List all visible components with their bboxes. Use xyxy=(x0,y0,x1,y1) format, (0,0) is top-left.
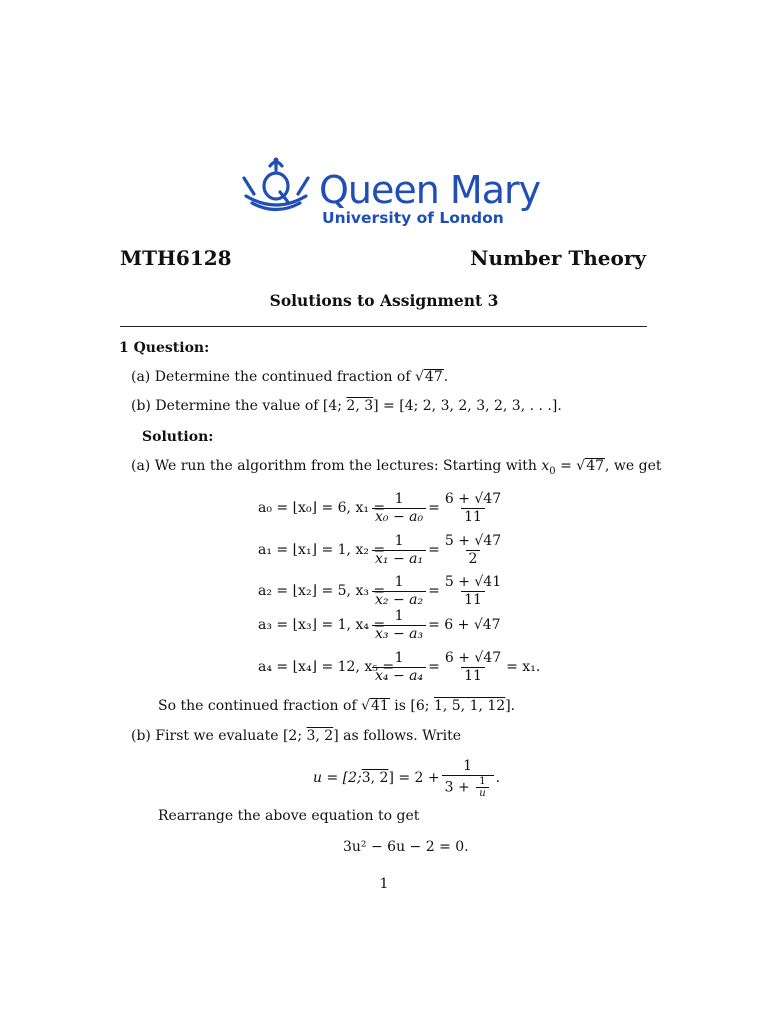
question-part-a xyxy=(131,368,448,386)
fraction xyxy=(372,608,426,643)
solution-a-conclusion xyxy=(158,697,515,715)
subscript: 0 xyxy=(549,465,556,477)
equals: = xyxy=(555,458,577,474)
equation-lhs: a₁ = ⌊x₁⌋ = 1, x₂ = xyxy=(258,542,386,558)
university-logo xyxy=(240,156,540,232)
intro-text: First we evaluate [2; xyxy=(155,728,307,744)
part-label: (b) xyxy=(131,398,151,414)
numerator: 5 + √41 xyxy=(444,573,502,590)
course-name: Number Theory xyxy=(470,246,646,270)
quadratic-equation: 3u² − 6u − 2 = 0. xyxy=(343,839,469,855)
fraction xyxy=(442,491,504,526)
punctuation: . xyxy=(443,369,449,385)
fraction xyxy=(442,533,504,568)
fraction xyxy=(372,491,426,526)
punctuation: . xyxy=(495,770,501,786)
question-b-text-end: ] = [4; 2, 3, 2, 3, 2, 3, . . .]. xyxy=(373,398,562,414)
radicand: 41 xyxy=(371,698,389,714)
rearrange-text: Rearrange the above equation to get xyxy=(158,808,420,824)
denominator-text: 3 + xyxy=(444,779,475,795)
equation-lhs: a₃ = ⌊x₃⌋ = 1, x₄ = xyxy=(258,617,386,633)
equation-u xyxy=(313,756,500,800)
equals: = xyxy=(428,659,440,675)
periodic-part: 3, 2 xyxy=(361,770,389,786)
fraction xyxy=(442,574,504,609)
sqrt-symbol: √ xyxy=(414,369,424,385)
sqrt-symbol: √ xyxy=(576,458,586,474)
question-b-text: Determine the value of [4; xyxy=(155,398,347,414)
denominator: u xyxy=(476,787,488,799)
equation-row xyxy=(258,530,506,570)
numerator: 6 + √47 xyxy=(444,649,502,666)
part-label: (a) xyxy=(131,458,151,474)
logo-subtitle: University of London xyxy=(322,209,504,227)
radicand: 47 xyxy=(586,458,605,474)
solution-part-b-intro xyxy=(131,727,461,745)
denominator: x₁ − a₁ xyxy=(372,550,426,568)
denominator: x₃ − a₃ xyxy=(372,625,426,643)
equation-row xyxy=(258,647,540,687)
denominator: 2 xyxy=(466,550,481,568)
nested-fraction xyxy=(476,776,488,799)
fraction xyxy=(372,574,426,609)
variable-x: x xyxy=(541,458,550,474)
fraction xyxy=(372,533,426,568)
question-heading: 1 Question: xyxy=(119,340,210,356)
logo-wordmark: Queen Mary xyxy=(319,168,541,212)
denominator: x₂ − a₂ xyxy=(372,591,426,609)
question-part-b xyxy=(131,397,562,415)
fraction xyxy=(442,650,504,685)
conclusion-text-mid: is [6; xyxy=(389,698,434,714)
conclusion-text: So the continued fraction of xyxy=(158,698,362,714)
fraction xyxy=(372,650,426,685)
sqrt-symbol: √ xyxy=(361,698,371,714)
radicand: 47 xyxy=(424,369,443,385)
denominator: 11 xyxy=(461,508,485,526)
equation-row xyxy=(258,488,506,528)
solution-part-a-intro xyxy=(131,457,662,475)
equals: = xyxy=(428,583,440,599)
equation-tail: = 6 + √47 xyxy=(428,617,501,633)
part-label: (a) xyxy=(131,369,151,385)
title-divider xyxy=(120,326,647,327)
equals: = xyxy=(428,542,440,558)
numerator: 6 + √47 xyxy=(444,490,502,507)
equation-lhs: u = [2; xyxy=(313,770,362,786)
numerator: 1 xyxy=(479,775,486,787)
numerator: 1 xyxy=(394,490,404,507)
periodic-part: 2, 3 xyxy=(346,398,374,414)
periodic-part: 3, 2 xyxy=(306,728,334,744)
course-code: MTH6128 xyxy=(120,246,232,270)
conclusion-text-end: ]. xyxy=(505,698,516,714)
intro-text: We run the algorithm from the lectures: Starting with xyxy=(154,458,542,474)
equation-tail: = x₁. xyxy=(506,659,541,675)
intro-text-end: ] as follows. Write xyxy=(333,728,462,744)
denominator: 11 xyxy=(461,591,485,609)
numerator: 1 xyxy=(394,607,404,624)
intro-text-end: , we get xyxy=(605,458,662,474)
numerator: 1 xyxy=(394,573,404,590)
equation-row xyxy=(258,605,501,645)
part-label: (b) xyxy=(131,728,151,744)
denominator xyxy=(442,775,494,799)
numerator: 5 + √47 xyxy=(444,532,502,549)
equation-lhs: a₄ = ⌊x₄⌋ = 12, x₅ = xyxy=(258,659,395,675)
denominator: x₄ − a₄ xyxy=(372,667,426,685)
page-number: 1 xyxy=(379,876,389,892)
numerator: 1 xyxy=(394,532,404,549)
equation-mid: ] = 2 + xyxy=(388,770,440,786)
document-title: Solutions to Assignment 3 xyxy=(269,291,499,310)
question-a-text: Determine the continued fraction of xyxy=(154,369,415,385)
crown-crest-icon xyxy=(240,156,312,214)
equation-lhs: a₀ = ⌊x₀⌋ = 6, x₁ = xyxy=(258,500,386,516)
solution-heading: Solution: xyxy=(142,429,214,445)
denominator: x₀ − a₀ xyxy=(372,508,426,526)
equals: = xyxy=(428,500,440,516)
numerator: 1 xyxy=(463,757,473,774)
denominator: 11 xyxy=(461,667,485,685)
fraction xyxy=(442,758,494,799)
periodic-part: 1, 5, 1, 12 xyxy=(433,698,506,714)
numerator: 1 xyxy=(394,649,404,666)
equation-lhs: a₂ = ⌊x₂⌋ = 5, x₃ = xyxy=(258,583,386,599)
